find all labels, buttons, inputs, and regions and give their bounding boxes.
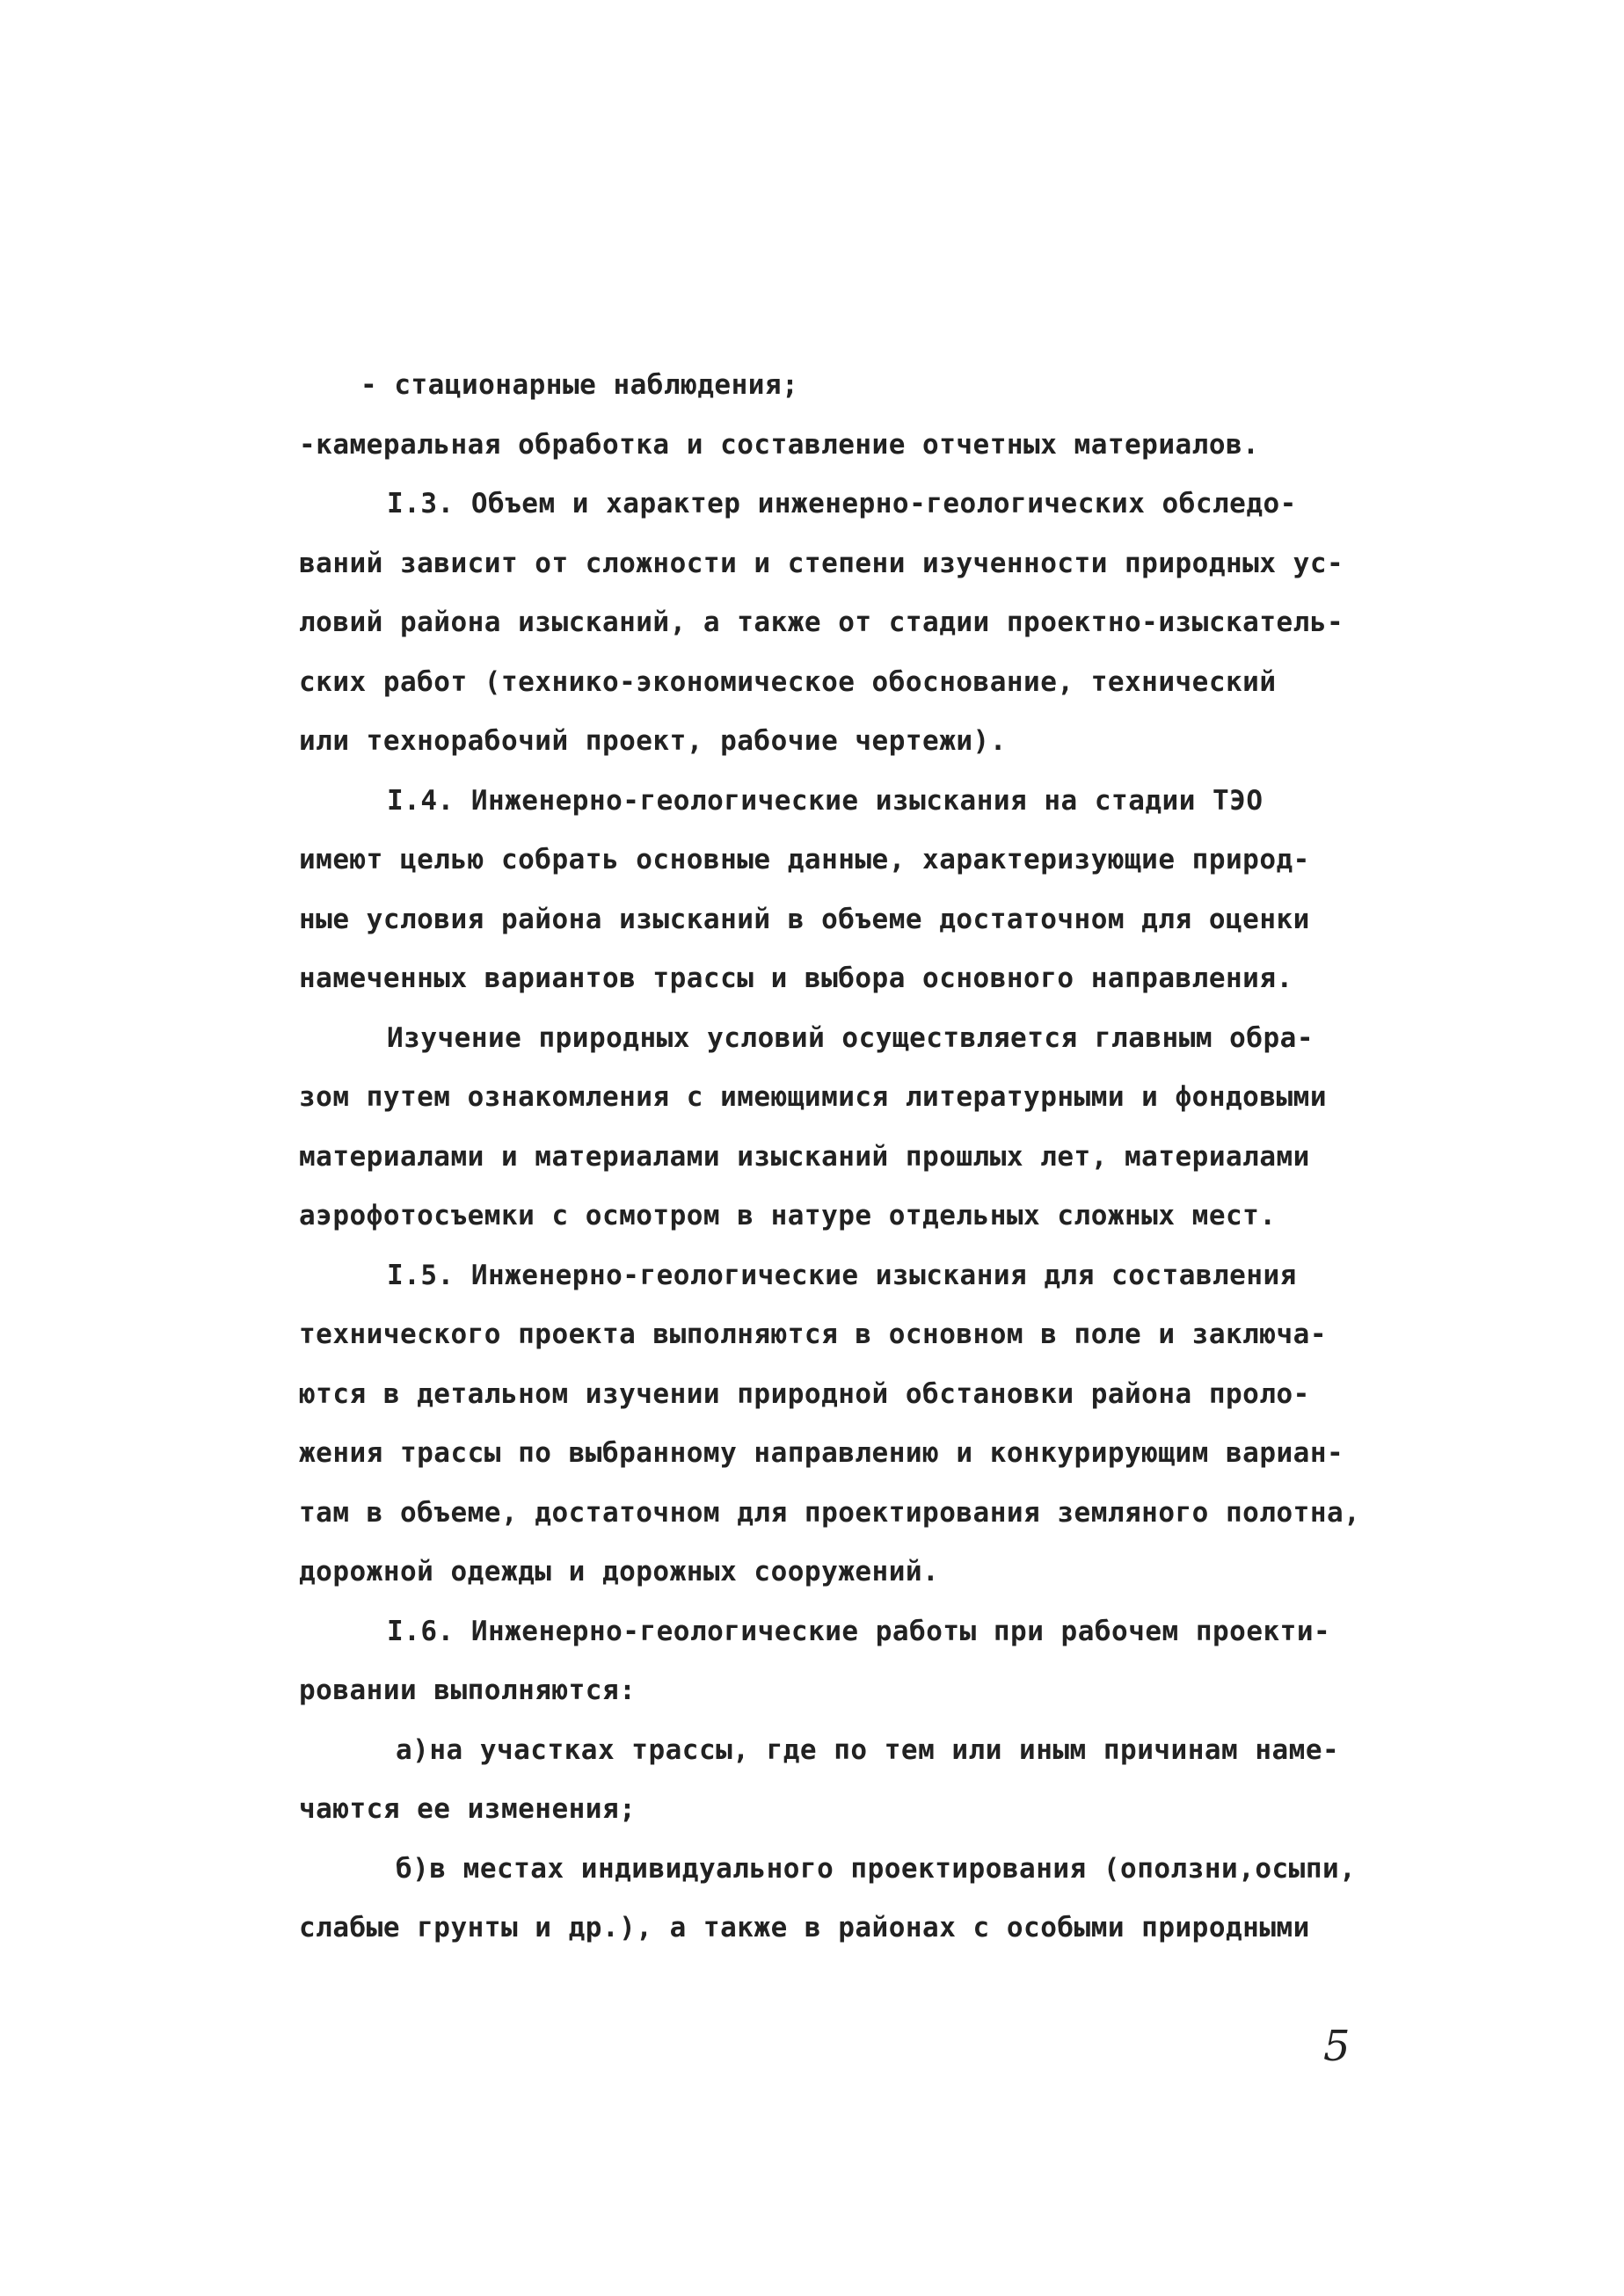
text-line: материалами и материалами изысканий прошлых лет, материалами (299, 1140, 1310, 1173)
text-line: ные условия района изысканий в объеме достаточном для оценки (299, 903, 1310, 935)
text-line: ровании выполняются: (299, 1675, 637, 1706)
text-line: I.4. Инженерно-геологические изыскания на стадии ТЭО (387, 784, 1264, 817)
text-line: а)на участках трассы, где по тем или иным причинам наме- (396, 1733, 1340, 1766)
page-number: 5 (1323, 2022, 1351, 2071)
text-line: зом путем ознакомления с имеющимися литературными и фондовыми (299, 1081, 1327, 1113)
text-line: там в объеме, достаточном для проектирования земляного полотна, (299, 1496, 1361, 1529)
text-line: I.3. Объем и характер инженерно-геологических обследо- (387, 488, 1297, 520)
text-line: Изучение природных условий осуществляется главным обра- (387, 1021, 1314, 1054)
text-line: I.5. Инженерно-геологические изыскания для составления (387, 1259, 1297, 1291)
text-line: ваний зависит от сложности и степени изученности природных ус- (299, 547, 1344, 579)
text-line: имеют целью собрать основные данные, характеризующие природ- (299, 844, 1310, 876)
text-line: жения трассы по выбранному направлению и конкурирующим вариан- (299, 1437, 1344, 1469)
text-line: б)в местах индивидуального проектирования (оползни,осыпи, (396, 1852, 1357, 1885)
text-line: слабые грунты и др.), а также в районах с особыми природными (299, 1912, 1310, 1944)
text-line: чаются ее изменения; (299, 1793, 637, 1825)
text-line: -камеральная обработка и составление отчетных материалов. (299, 428, 1260, 461)
text-line: аэрофотосъемки с осмотром в натуре отдельных сложных мест. (299, 1200, 1277, 1232)
text-line: намеченных вариантов трассы и выбора основного направления. (299, 963, 1293, 994)
text-line: или технорабочий проект, рабочие чертежи). (299, 725, 1007, 757)
text-line: ских работ (технико-экономическое обоснование, технический (299, 665, 1277, 698)
text-line: I.6. Инженерно-геологические работы при рабочем проекти- (387, 1615, 1331, 1647)
text-line: - стационарные наблюдения; (360, 369, 799, 401)
text-line: ловий района изысканий, а также от стадии проектно-изыскатель- (299, 607, 1344, 638)
body-text (299, 356, 1407, 1958)
text-line: дорожной одежды и дорожных сооружений. (299, 1556, 940, 1588)
text-line: ются в детальном изучении природной обстановки района проло- (299, 1377, 1310, 1410)
text-line: технического проекта выполняются в основном в поле и заключа- (299, 1319, 1327, 1350)
